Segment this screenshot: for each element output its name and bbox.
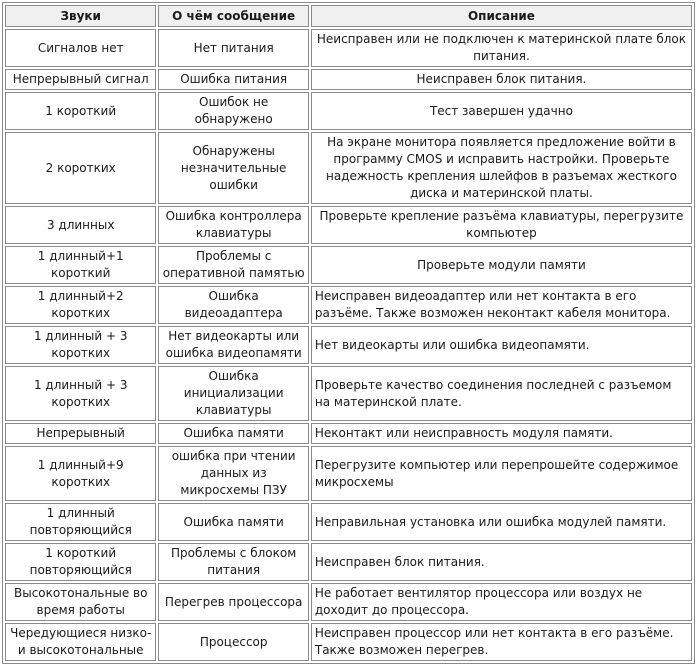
cell-message: Нет питания xyxy=(158,29,308,67)
cell-sound: 2 коротких xyxy=(5,132,156,204)
table-row xyxy=(5,69,692,90)
cell-message: Ошибок не обнаружено xyxy=(158,92,308,130)
cell-sound: 3 длинных xyxy=(5,206,156,244)
cell-message: Обнаружены незначительные ошибки xyxy=(158,132,308,204)
table-row xyxy=(5,423,692,444)
cell-description: Неисправен или не подключен к материнской плате блок питания. xyxy=(311,29,692,67)
table-body xyxy=(5,29,692,661)
table-row xyxy=(5,206,692,244)
table-row xyxy=(5,366,692,421)
cell-description: Неправильная установка или ошибка модулей памяти. xyxy=(311,503,692,541)
cell-sound: 1 длинный + 3 коротких xyxy=(5,366,156,421)
cell-message: Ошибка видеоадаптера xyxy=(158,286,308,324)
header-sounds: Звуки xyxy=(5,5,156,27)
cell-sound: Непрерывный сигнал xyxy=(5,69,156,90)
cell-description: Перегрузите компьютер или перепрошейте содержимое микросхемы xyxy=(311,446,692,501)
cell-message: Ошибка питания xyxy=(158,69,308,90)
cell-message: Процессор xyxy=(158,623,308,661)
cell-message: Ошибка памяти xyxy=(158,503,308,541)
cell-sound: Высокотональные во время работы xyxy=(5,583,156,621)
cell-message: Ошибка памяти xyxy=(158,423,308,444)
cell-sound: Сигналов нет xyxy=(5,29,156,67)
cell-sound: Чередующиеся низко- и высокотональные xyxy=(5,623,156,661)
cell-description: Неисправен блок питания. xyxy=(311,543,692,581)
cell-sound: Непрерывный xyxy=(5,423,156,444)
cell-description: Неисправен видеоадаптер или нет контакта в его разъёме. Также возможен неконтакт кабеля монитора. xyxy=(311,286,692,324)
cell-description: Неисправен процессор или нет контакта в его разъёме. Также возможен перегрев. xyxy=(311,623,692,661)
cell-description: Проверьте качество соединения последней с разъемом на материнской плате. xyxy=(311,366,692,421)
cell-description: Проверьте модули памяти xyxy=(311,246,692,284)
table-row xyxy=(5,286,692,324)
cell-sound: 1 длинный+2 коротких xyxy=(5,286,156,324)
header-message: О чём сообщение xyxy=(158,5,308,27)
cell-message: ошибка при чтении данных из микросхемы ПЗУ xyxy=(158,446,308,501)
table-row xyxy=(5,246,692,284)
table-row xyxy=(5,92,692,130)
cell-sound: 1 длинный + 3 коротких xyxy=(5,326,156,364)
cell-description: Тест завершен удачно xyxy=(311,92,692,130)
cell-message: Ошибка инициализации клавиатуры xyxy=(158,366,308,421)
cell-message: Проблемы с оперативной памятью xyxy=(158,246,308,284)
cell-sound: 1 длинный+9 коротких xyxy=(5,446,156,501)
table-row xyxy=(5,446,692,501)
table-row xyxy=(5,503,692,541)
cell-message: Ошибка контроллера клавиатуры xyxy=(158,206,308,244)
table-row xyxy=(5,623,692,661)
table-row xyxy=(5,583,692,621)
cell-description: Не работает вентилятор процессора или воздух не доходит до процессора. xyxy=(311,583,692,621)
cell-sound: 1 короткий повторяющийся xyxy=(5,543,156,581)
table-row xyxy=(5,326,692,364)
cell-sound: 1 короткий xyxy=(5,92,156,130)
header-description: Описание xyxy=(311,5,692,27)
cell-description: Неисправен блок питания. xyxy=(311,69,692,90)
cell-description: На экране монитора появляется предложение войти в программу CMOS и исправить настройки. Проверьте надежность крепления шлейфов в разъемах жесткого диска и материнской платы. xyxy=(311,132,692,204)
table-row xyxy=(5,29,692,67)
cell-description: Нет видеокарты или ошибка видеопамяти. xyxy=(311,326,692,364)
cell-sound: 1 длинный повторяющийся xyxy=(5,503,156,541)
cell-sound: 1 длинный+1 короткий xyxy=(5,246,156,284)
cell-description: Неконтакт или неисправность модуля памяти. xyxy=(311,423,692,444)
table-header-row xyxy=(5,5,692,27)
table-row xyxy=(5,543,692,581)
cell-message: Перегрев процессора xyxy=(158,583,308,621)
cell-message: Проблемы с блоком питания xyxy=(158,543,308,581)
cell-description: Проверьте крепление разъёма клавиатуры, перегрузите компьютер xyxy=(311,206,692,244)
beep-codes-table xyxy=(2,2,695,664)
cell-message: Нет видеокарты или ошибка видеопамяти xyxy=(158,326,308,364)
table-row xyxy=(5,132,692,204)
